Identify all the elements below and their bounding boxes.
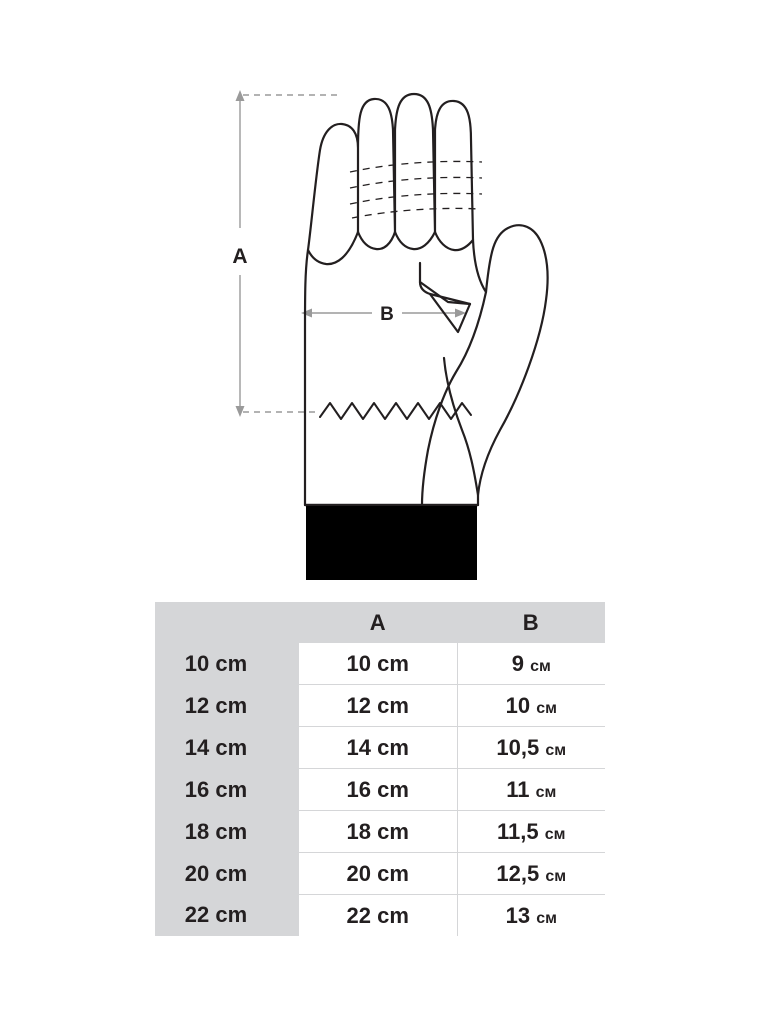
cell-b [457, 643, 605, 685]
cell-b [457, 685, 605, 727]
table-row [155, 727, 605, 769]
cell-b [457, 811, 605, 853]
cell-b [457, 853, 605, 895]
cell-b-value: 13 [505, 902, 531, 928]
row-label: 12 cm [155, 685, 299, 727]
table-row [155, 685, 605, 727]
cell-b-value: 12,5 [496, 860, 540, 886]
knuckle-stitching [350, 161, 482, 218]
label-a: A [232, 245, 248, 268]
row-label: 14 cm [155, 727, 299, 769]
cell-b-value: 9 [511, 650, 524, 676]
cell-b-value: 10 [505, 692, 531, 718]
cell-b-value: 11 [506, 776, 530, 802]
cell-b-unit: см [545, 867, 567, 885]
dimension-a-guides [236, 90, 341, 417]
glove-outline [305, 94, 548, 505]
cell-b-unit: см [545, 741, 567, 759]
row-label: 18 cm [155, 811, 299, 853]
cell-b-unit: см [544, 825, 566, 843]
cell-a: 16 cm [299, 769, 457, 811]
cell-a: 14 cm [299, 727, 457, 769]
cell-b-unit: см [530, 657, 551, 675]
cell-b-unit: см [535, 783, 557, 801]
cell-a: 22 cm [299, 895, 457, 937]
header-blank [155, 602, 299, 643]
size-table [155, 602, 605, 936]
cell-b-unit: см [536, 699, 557, 717]
cell-a: 10 cm [299, 643, 457, 685]
glove-cuff [307, 507, 476, 579]
cell-b [457, 727, 605, 769]
cell-b [457, 895, 605, 937]
cell-a: 12 cm [299, 685, 457, 727]
header-a: A [299, 602, 457, 643]
cell-b [457, 769, 605, 811]
row-label: 20 cm [155, 853, 299, 895]
cell-b-value: 11,5 [497, 818, 539, 844]
table-row [155, 643, 605, 685]
cell-a: 18 cm [299, 811, 457, 853]
table-row [155, 853, 605, 895]
row-label: 10 cm [155, 643, 299, 685]
table-row [155, 769, 605, 811]
label-b: B [380, 304, 394, 325]
table-row [155, 895, 605, 937]
header-b: B [457, 602, 605, 643]
cell-b-value: 10,5 [496, 734, 540, 760]
cell-b-unit: см [536, 909, 557, 927]
row-label: 16 cm [155, 769, 299, 811]
table-header-row [155, 602, 605, 643]
cell-a: 20 cm [299, 853, 457, 895]
row-label: 22 cm [155, 895, 299, 937]
table-row [155, 811, 605, 853]
